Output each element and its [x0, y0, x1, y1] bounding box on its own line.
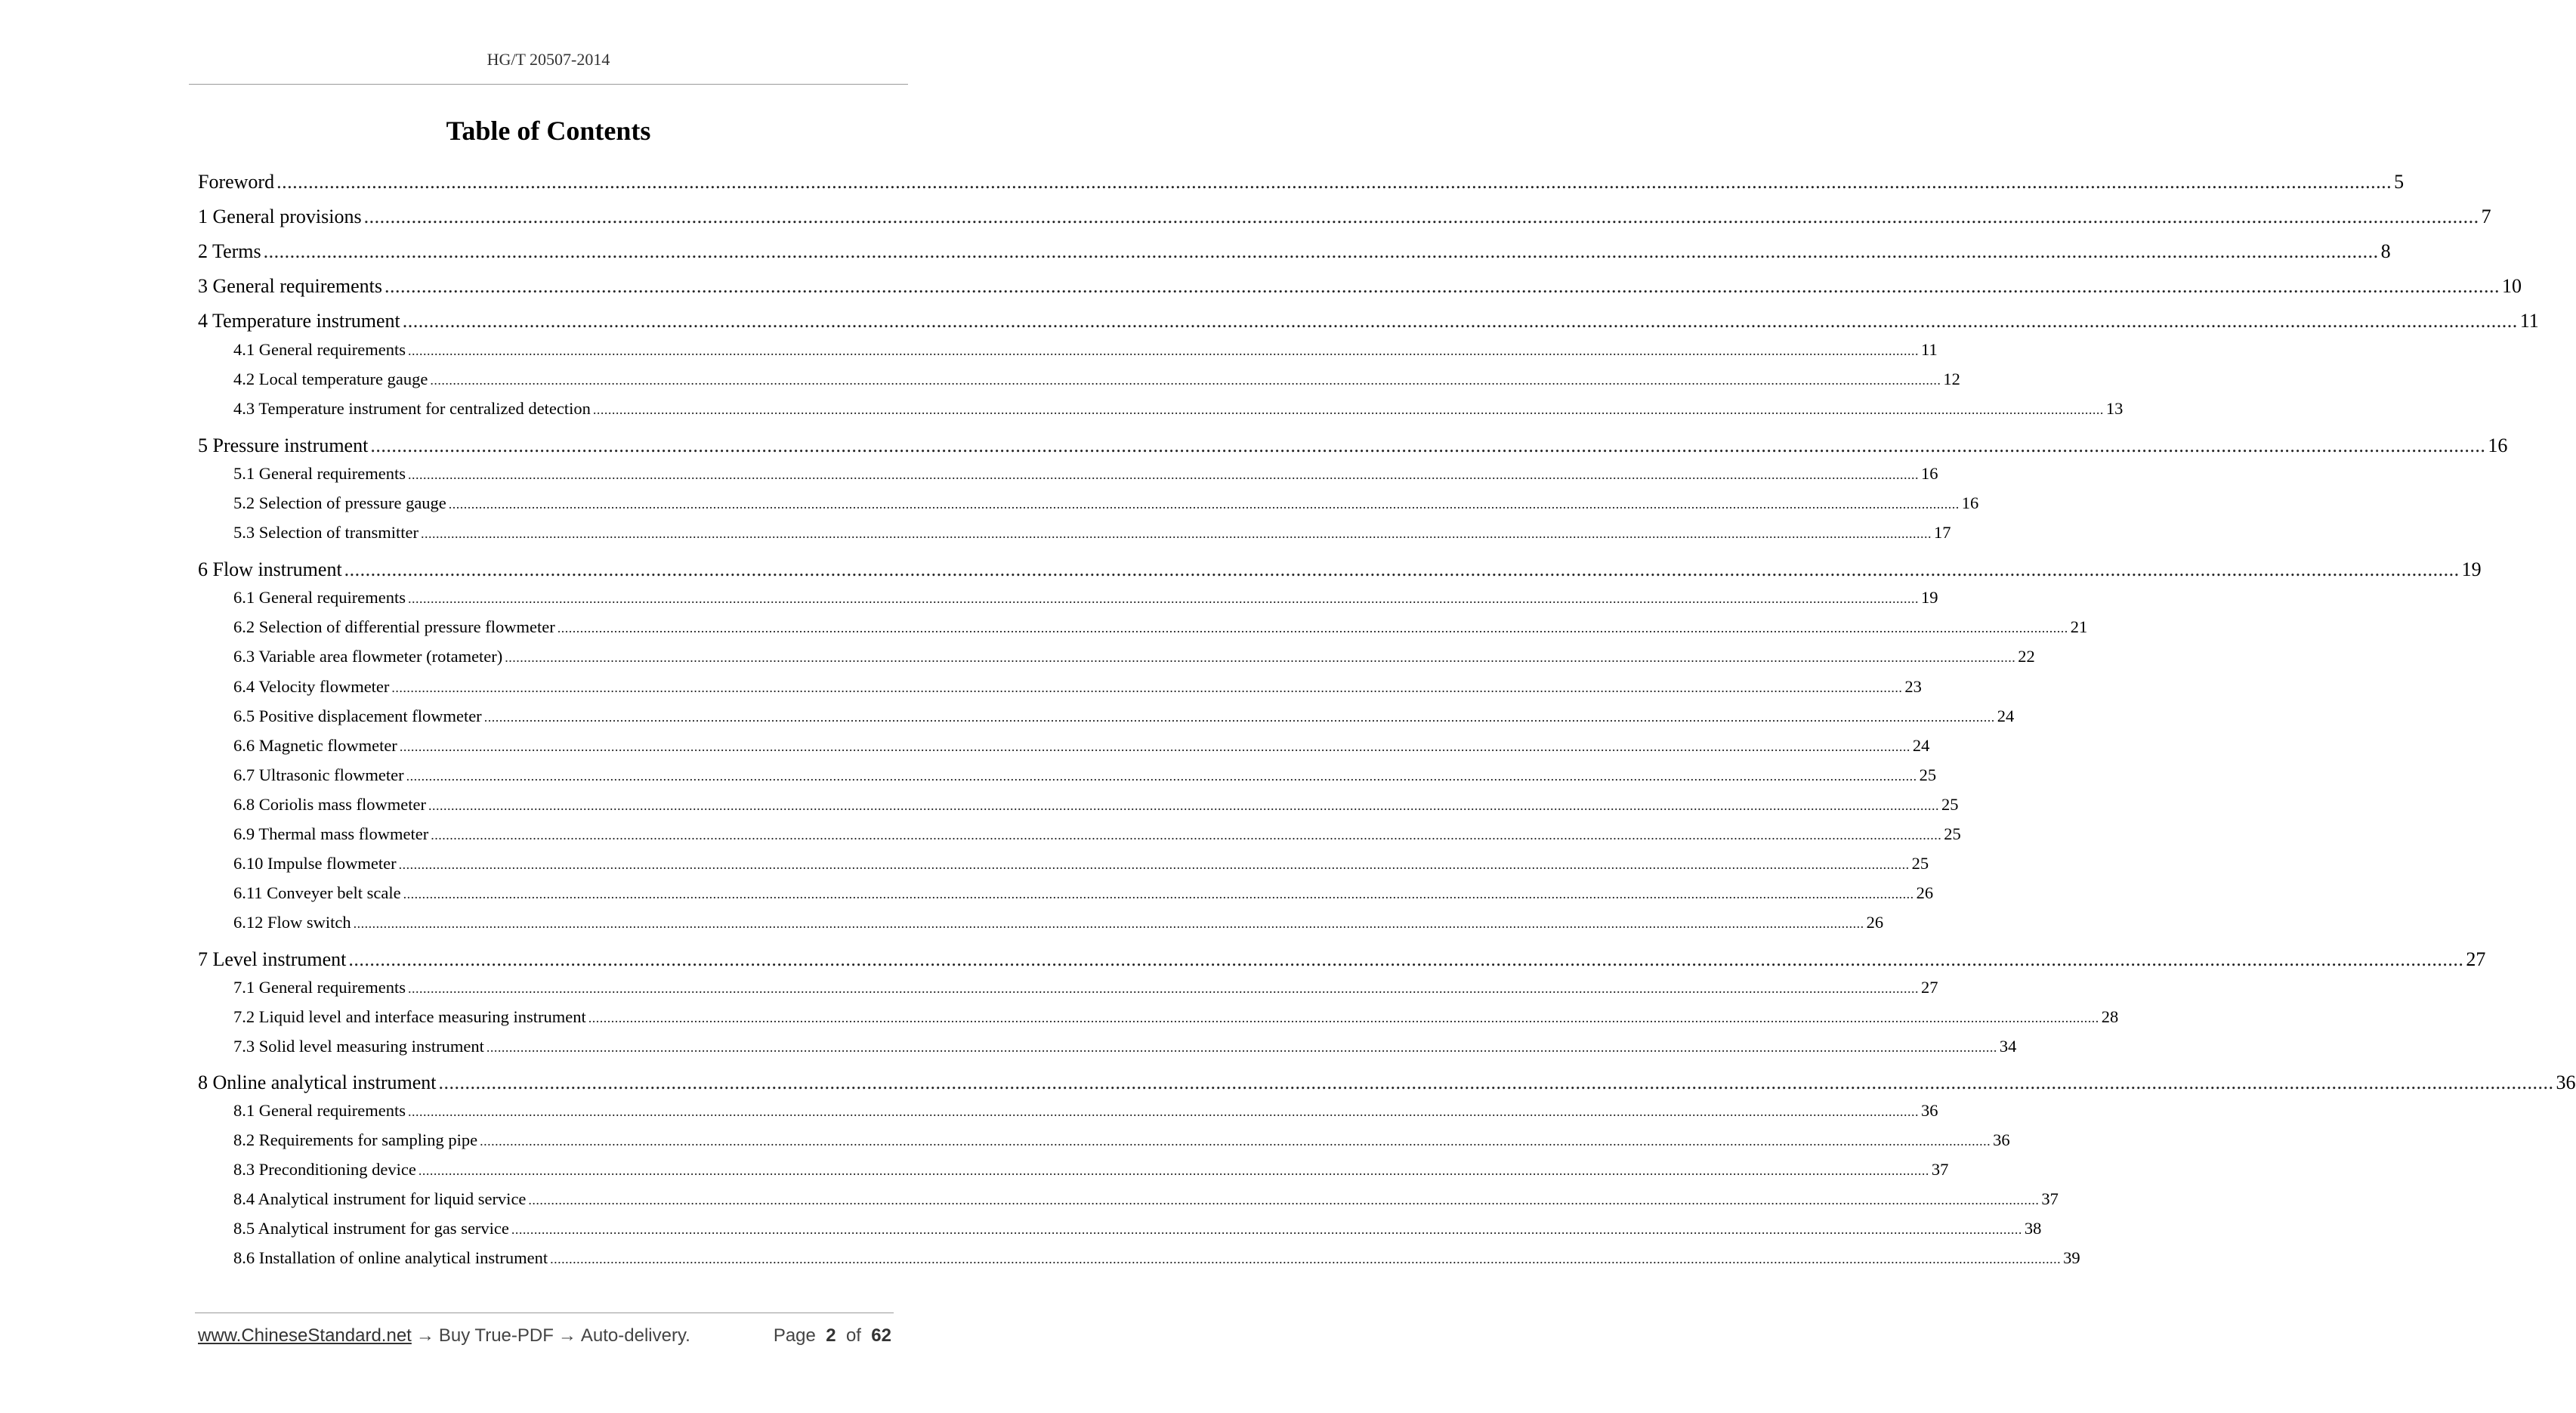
toc-entry-page-number: 10 — [2502, 275, 2522, 297]
footer-promo — [198, 1325, 690, 1347]
toc-section-entry[interactable] — [198, 795, 1959, 815]
toc-entry-title: 6.7 Ultrasonic flowmeter — [233, 765, 404, 784]
toc-section-entry[interactable] — [198, 677, 1922, 697]
toc-section-entry[interactable] — [198, 1248, 2080, 1268]
toc-entry-title: 6.8 Coriolis mass flowmeter — [233, 795, 426, 814]
toc-dot-leader: ................................................................................................................................................................................................................................................................................................................................................................................................................ — [408, 467, 1920, 482]
toc-entry-title: 6.3 Variable area flowmeter (rotameter) — [233, 647, 503, 666]
arrow-right-icon: → — [415, 1325, 434, 1346]
arrow-right-icon: → — [558, 1325, 576, 1346]
toc-dot-leader: ................................................................................................................................................................................................................................................................................................................................................................................................................ — [448, 496, 1960, 512]
toc-entry-title: 8.4 Analytical instrument for liquid service — [233, 1189, 527, 1208]
toc-entry-title: 8.5 Analytical instrument for gas service — [233, 1219, 509, 1238]
toc-entry-page-number: 23 — [1904, 677, 1922, 696]
toc-entry-page-number: 37 — [1931, 1160, 1949, 1179]
toc-section-entry[interactable] — [198, 1160, 1949, 1180]
toc-section-entry[interactable] — [198, 1101, 1938, 1121]
toc-entry-title: 4.3 Temperature instrument for centralized detection — [233, 399, 591, 418]
toc-dot-leader: ................................................................................................................................................................................................................................................................................................................................................................................................................ — [420, 526, 1932, 541]
toc-section-entry[interactable] — [198, 493, 1979, 513]
toc-entry-title: 4.2 Local temperature gauge — [233, 369, 428, 388]
toc-section-entry[interactable] — [198, 824, 1961, 844]
buy-text: Buy True-PDF — [438, 1325, 554, 1346]
toc-entry-title: 7 Level instrument — [198, 948, 347, 970]
toc-dot-leader: ................................................................................................................................................................................................................................................................................................................................................................................................................ — [480, 1133, 1991, 1149]
toc-dot-leader: ................................................................................................................................................................................................................................................................................................................................................................................................................ — [402, 310, 2518, 332]
toc-chapter-entry[interactable] — [198, 206, 2491, 228]
toc-dot-leader: ................................................................................................................................................................................................................................................................................................................................................................................................................ — [511, 1222, 2022, 1237]
toc-dot-leader: ................................................................................................................................................................................................................................................................................................................................................................................................................ — [505, 650, 2016, 665]
toc-entry-page-number: 26 — [1866, 913, 1884, 932]
toc-section-entry[interactable] — [198, 523, 1951, 543]
toc-entry-title: 7.1 General requirements — [233, 978, 406, 997]
toc-dot-leader: ................................................................................................................................................................................................................................................................................................................................................................................................................ — [588, 1010, 2099, 1025]
toc-entry-page-number: 16 — [1961, 493, 1979, 512]
toc-entry-page-number: 7 — [2481, 206, 2491, 227]
toc-section-entry[interactable] — [198, 706, 2015, 726]
toc-chapter-entry[interactable] — [198, 171, 2405, 193]
toc-dot-leader: ................................................................................................................................................................................................................................................................................................................................................................................................................ — [403, 886, 1914, 901]
toc-chapter-entry[interactable] — [198, 1071, 2576, 1094]
toc-entry-title: 6.5 Positive displacement flowmeter — [233, 706, 482, 725]
toc-entry-title: 4 Temperature instrument — [198, 310, 400, 332]
toc-dot-leader: ................................................................................................................................................................................................................................................................................................................................................................................................................ — [557, 620, 2068, 635]
toc-entry-title: Foreword — [198, 171, 275, 193]
toc-entry-page-number: 16 — [2488, 434, 2508, 456]
toc-chapter-entry[interactable] — [198, 558, 2482, 581]
toc-dot-leader: ................................................................................................................................................................................................................................................................................................................................................................................................................ — [408, 591, 1920, 606]
page-indicator — [774, 1325, 891, 1347]
page-footer — [198, 1325, 893, 1351]
toc-dot-leader: ................................................................................................................................................................................................................................................................................................................................................................................................................ — [370, 434, 2486, 456]
toc-entry-page-number: 27 — [2466, 948, 2486, 970]
toc-dot-leader: ................................................................................................................................................................................................................................................................................................................................................................................................................ — [399, 739, 1910, 754]
toc-entry-title: 8.1 General requirements — [233, 1101, 406, 1120]
toc-section-entry[interactable] — [198, 340, 1938, 360]
toc-entry-title: 8 Online analytical instrument — [198, 1071, 437, 1093]
toc-entry-title: 7.2 Liquid level and interface measuring instrument — [233, 1007, 586, 1026]
toc-section-entry[interactable] — [198, 399, 2124, 419]
toc-dot-leader: ................................................................................................................................................................................................................................................................................................................................................................................................................ — [408, 1104, 1920, 1119]
toc-entry-title: 4.1 General requirements — [233, 340, 406, 359]
toc-dot-leader: ................................................................................................................................................................................................................................................................................................................................................................................................................ — [385, 275, 2500, 297]
toc-entry-title: 7.3 Solid level measuring instrument — [233, 1037, 484, 1056]
toc-section-entry[interactable] — [198, 647, 2035, 666]
toc-dot-leader: ................................................................................................................................................................................................................................................................................................................................................................................................................ — [344, 558, 2460, 580]
toc-dot-leader: ................................................................................................................................................................................................................................................................................................................................................................................................................ — [431, 827, 1942, 843]
toc-entry-page-number: 26 — [1916, 883, 1934, 902]
toc-entry-page-number: 11 — [1921, 340, 1938, 359]
toc-entry-page-number: 24 — [1997, 706, 2015, 725]
toc-dot-leader: ................................................................................................................................................................................................................................................................................................................................................................................................................ — [550, 1251, 2062, 1266]
toc-entry-page-number: 36 — [2556, 1071, 2576, 1093]
toc-section-entry[interactable] — [198, 464, 1938, 484]
toc-chapter-entry[interactable] — [198, 434, 2508, 457]
toc-dot-leader: ................................................................................................................................................................................................................................................................................................................................................................................................................ — [418, 1163, 1929, 1178]
toc-entry-page-number: 21 — [2070, 617, 2088, 636]
toc-section-entry[interactable] — [198, 913, 1884, 932]
toc-section-entry[interactable] — [198, 1189, 2059, 1209]
toc-entry-page-number: 13 — [2105, 399, 2124, 418]
toc-entry-title: 5 Pressure instrument — [198, 434, 369, 456]
toc-entry-page-number: 11 — [2519, 310, 2539, 332]
toc-entry-title: 8.3 Preconditioning device — [233, 1160, 416, 1179]
toc-dot-leader: ................................................................................................................................................................................................................................................................................................................................................................................................................ — [348, 948, 2464, 970]
toc-section-entry[interactable] — [198, 883, 1934, 903]
toc-dot-leader: ................................................................................................................................................................................................................................................................................................................................................................................................................ — [263, 240, 2379, 262]
document-code-header: HG/T 20507-2014 — [486, 50, 610, 69]
toc-entry-page-number: 37 — [2041, 1189, 2059, 1208]
toc-entry-title: 6.6 Magnetic flowmeter — [233, 736, 397, 755]
total-pages-number: 62 — [871, 1325, 891, 1346]
toc-entry-title: 5.3 Selection of transmitter — [233, 523, 419, 542]
current-page-number: 2 — [826, 1325, 836, 1346]
toc-section-entry[interactable] — [198, 736, 1930, 756]
toc-entry-page-number: 5 — [2394, 171, 2405, 193]
toc-entry-page-number: 38 — [2024, 1219, 2042, 1238]
toc-chapter-entry[interactable] — [198, 310, 2539, 332]
toc-entry-title: 8.6 Installation of online analytical instrument — [233, 1248, 548, 1267]
toc-entry-title: 6.4 Velocity flowmeter — [233, 677, 390, 696]
toc-entry-page-number: 27 — [1921, 978, 1938, 997]
toc-dot-leader: ................................................................................................................................................................................................................................................................................................................................................................................................................ — [528, 1192, 2040, 1207]
toc-entry-page-number: 24 — [1912, 736, 1930, 755]
toc-dot-leader: ................................................................................................................................................................................................................................................................................................................................................................................................................ — [430, 373, 1941, 388]
delivery-text: Auto-delivery. — [580, 1325, 690, 1346]
toc-entry-page-number: 8 — [2380, 240, 2391, 262]
header-divider — [189, 84, 908, 85]
toc-section-entry[interactable] — [198, 588, 1938, 608]
toc-dot-leader: ................................................................................................................................................................................................................................................................................................................................................................................................................ — [486, 1040, 1997, 1055]
toc-section-entry[interactable] — [198, 1219, 2042, 1238]
toc-dot-leader: ................................................................................................................................................................................................................................................................................................................................................................................................................ — [408, 343, 1920, 358]
toc-dot-leader: ................................................................................................................................................................................................................................................................................................................................................................................................................ — [408, 981, 1920, 996]
toc-entry-page-number: 12 — [1943, 369, 1960, 388]
toc-dot-leader: ................................................................................................................................................................................................................................................................................................................................................................................................................ — [483, 710, 1995, 725]
page-title: Table of Contents — [446, 116, 651, 146]
toc-section-entry[interactable] — [198, 1130, 2010, 1150]
toc-dot-leader: ................................................................................................................................................................................................................................................................................................................................................................................................................ — [276, 171, 2392, 193]
toc-entry-page-number: 25 — [1911, 854, 1929, 873]
toc-section-entry[interactable] — [198, 978, 1938, 997]
toc-entry-page-number: 19 — [1921, 588, 1938, 607]
toc-entry-page-number: 16 — [1921, 464, 1938, 483]
toc-dot-leader: ................................................................................................................................................................................................................................................................................................................................................................................................................ — [398, 857, 1910, 872]
toc-dot-leader: ................................................................................................................................................................................................................................................................................................................................................................................................................ — [428, 798, 1939, 813]
toc-dot-leader: ................................................................................................................................................................................................................................................................................................................................................................................................................ — [391, 680, 1903, 695]
toc-entry-title: 8.2 Requirements for sampling pipe — [233, 1130, 478, 1149]
toc-entry-page-number: 28 — [2101, 1007, 2119, 1026]
toc-entry-title: 6.9 Thermal mass flowmeter — [233, 824, 429, 843]
page-of-label: of — [845, 1325, 861, 1346]
toc-entry-title: 3 General requirements — [198, 275, 383, 297]
toc-entry-title: 5.2 Selection of pressure gauge — [233, 493, 446, 512]
toc-section-entry[interactable] — [198, 1037, 2017, 1056]
toc-entry-page-number: 25 — [1941, 795, 1959, 814]
toc-entry-page-number: 39 — [2063, 1248, 2080, 1267]
toc-entry-title: 6.12 Flow switch — [233, 913, 351, 932]
toc-entry-title: 6 Flow instrument — [198, 558, 342, 580]
toc-entry-page-number: 19 — [2461, 558, 2482, 580]
toc-dot-leader: ................................................................................................................................................................................................................................................................................................................................................................................................................ — [353, 916, 1864, 931]
toc-entry-page-number: 25 — [1919, 765, 1937, 784]
toc-section-entry[interactable] — [198, 765, 1937, 785]
toc-chapter-entry[interactable] — [198, 240, 2391, 263]
toc-dot-leader: ................................................................................................................................................................................................................................................................................................................................................................................................................ — [363, 206, 2479, 227]
toc-entry-page-number: 22 — [2018, 647, 2035, 666]
toc-entry-title: 1 General provisions — [198, 206, 362, 227]
toc-entry-title: 2 Terms — [198, 240, 261, 262]
toc-chapter-entry[interactable] — [198, 275, 2522, 298]
toc-entry-page-number: 25 — [1944, 824, 1961, 843]
toc-entry-title: 6.2 Selection of differential pressure flowmeter — [233, 617, 555, 636]
toc-entry-page-number: 17 — [1933, 523, 1951, 542]
toc-section-entry[interactable] — [198, 1007, 2119, 1027]
toc-dot-leader: ................................................................................................................................................................................................................................................................................................................................................................................................................ — [592, 402, 2104, 417]
toc-entry-title: 5.1 General requirements — [233, 464, 406, 483]
toc-dot-leader: ................................................................................................................................................................................................................................................................................................................................................................................................................ — [406, 768, 1917, 784]
toc-entry-page-number: 36 — [1921, 1101, 1938, 1120]
toc-entry-page-number: 36 — [1993, 1130, 2010, 1149]
toc-entry-page-number: 34 — [1999, 1037, 2017, 1056]
toc-entry-title: 6.1 General requirements — [233, 588, 406, 607]
website-link[interactable]: www.ChineseStandard.net — [198, 1325, 412, 1346]
toc-chapter-entry[interactable] — [198, 948, 2486, 971]
toc-entry-title: 6.11 Conveyer belt scale — [233, 883, 401, 902]
page-label: Page — [773, 1325, 816, 1346]
toc-dot-leader: ................................................................................................................................................................................................................................................................................................................................................................................................................ — [438, 1071, 2554, 1093]
toc-section-entry[interactable] — [198, 369, 1960, 389]
toc-section-entry[interactable] — [198, 617, 2088, 637]
toc-entry-title: 6.10 Impulse flowmeter — [233, 854, 397, 873]
toc-section-entry[interactable] — [198, 854, 1929, 873]
